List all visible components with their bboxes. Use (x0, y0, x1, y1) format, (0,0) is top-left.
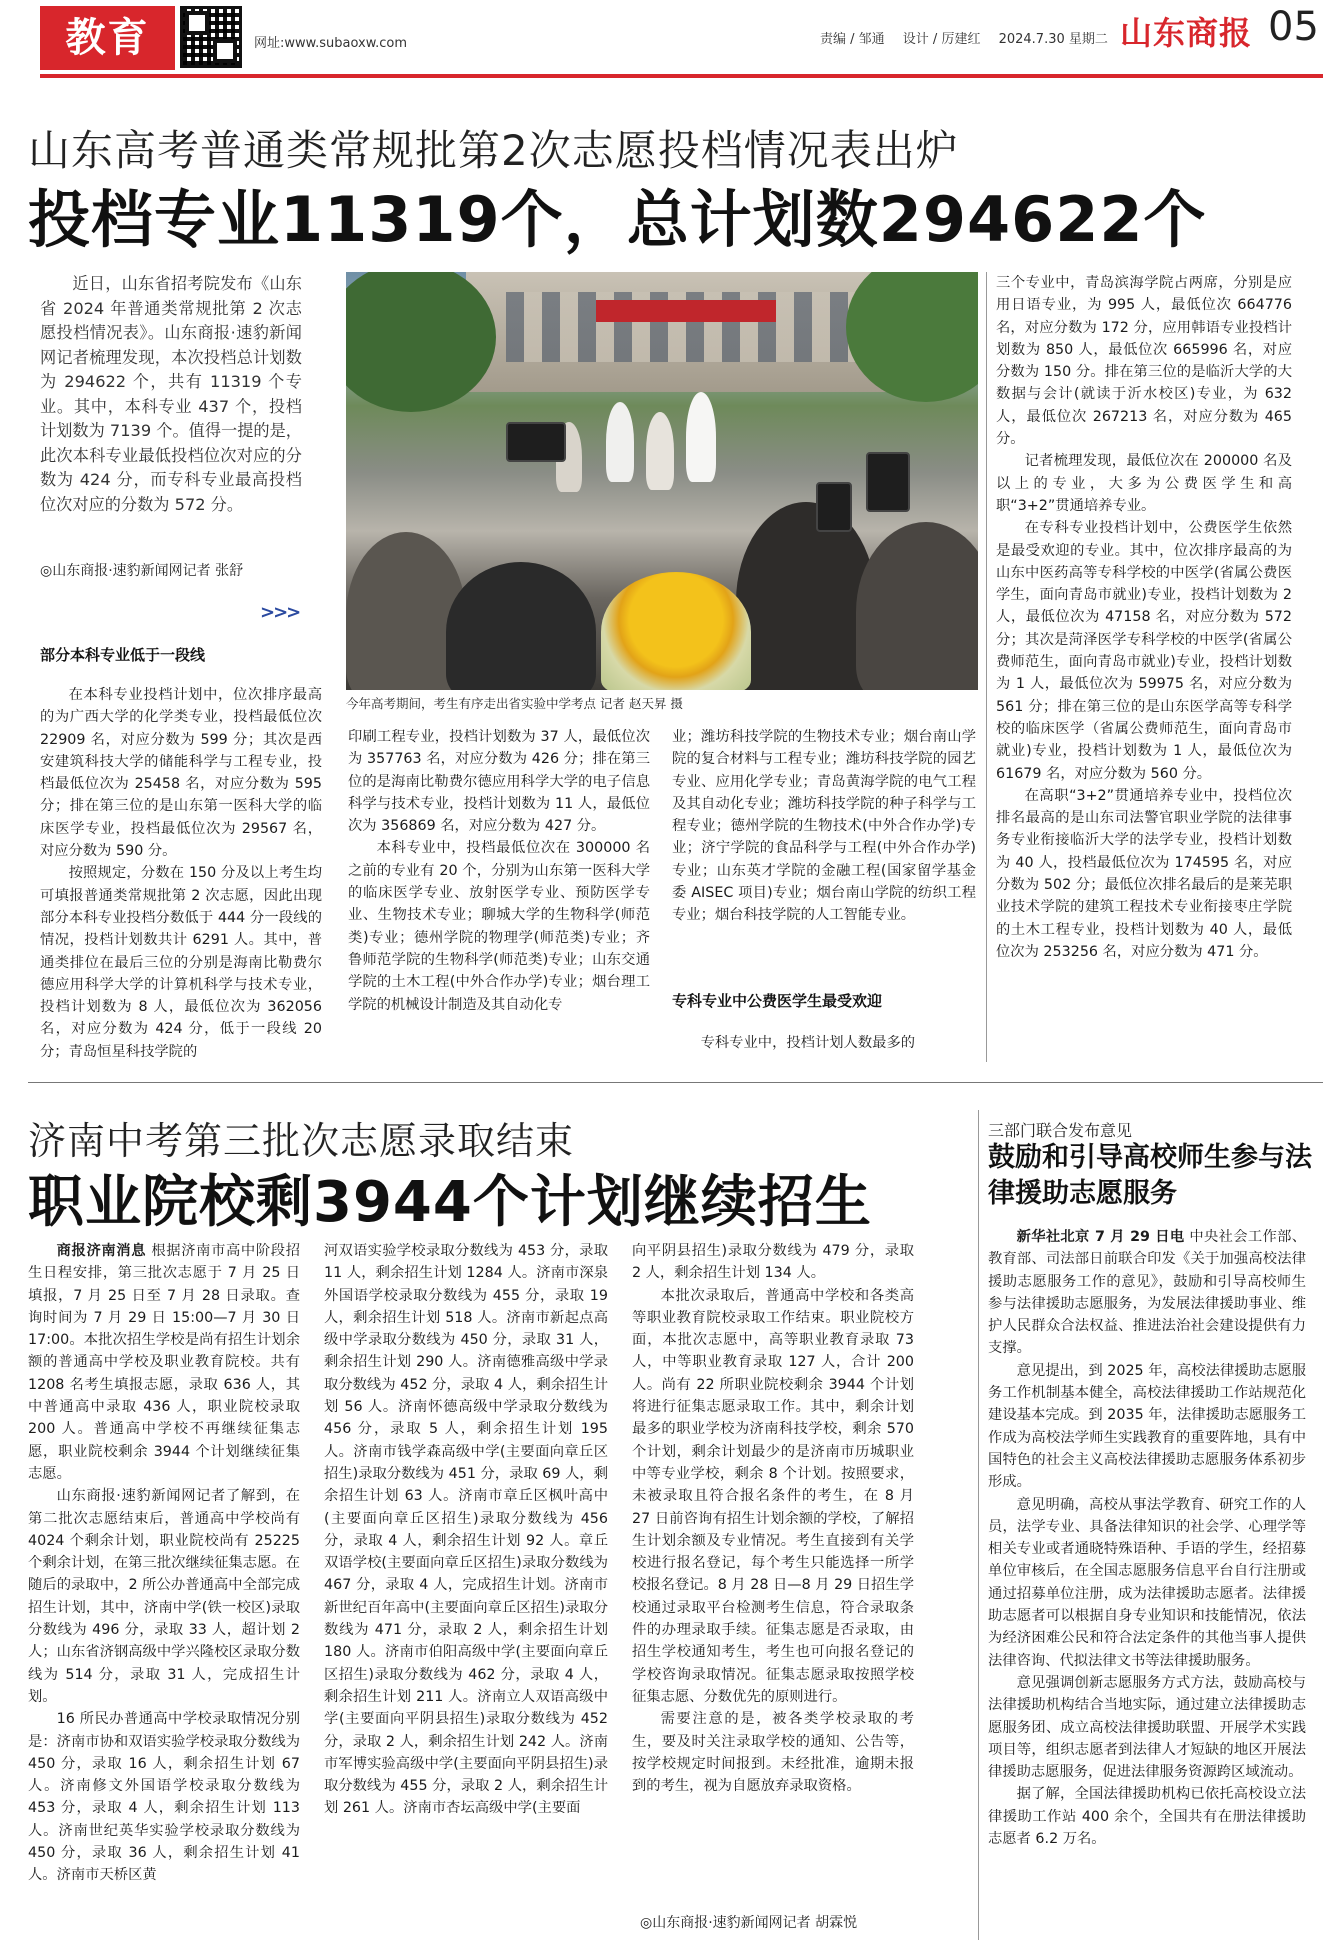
photo-person (646, 412, 674, 490)
article2-col3 (632, 1240, 914, 1900)
article1-col3-tail (672, 1032, 976, 1060)
article2-col1 (28, 1240, 300, 1940)
article2-byline: ◎山东商报·速豹新闻网记者 胡霖悦 (640, 1915, 858, 1931)
paragraph: 山东商报·速豹新闻网记者了解到，在第二批次志愿结束后，普通高中学校尚有 4024 个剩余计划，职业院校尚有 25225 个剩余计划，在第三批次继续征集志愿。在随后的录取中，2 所公办普通高中全部完成招生计划，其中，济南中学(铁一校区)录取分数线为 496 分，录取 33 人，超计划 2 人；山东省济钢高级中学兴隆校区录取分数线为 514 分，录取 31 人，完成招生计划。 (28, 1488, 300, 1705)
photo-banner (596, 300, 776, 322)
article2-kicker: 济南中考第三批次志愿录取结束 (28, 1119, 575, 1163)
photo-caption: 今年高考期间，考生有序走出省实验中学考点 记者 赵天昇 摄 (346, 696, 683, 711)
paragraph: 三个专业中，青岛滨海学院占两席，分别是应用日语专业，为 995 人，最低位次 664776 名，对应分数为 172 分，应用韩语专业投档计划数为 850 人，最低位次 665996 名，对应分数为 150 分。排在第三位的是临沂大学的大数据与会计(就读于沂水校区)专业，为 632 人，最低位次 267213 名，对应分数为 465 分。 (996, 275, 1292, 448)
paragraph: 在本科专业投档计划中，位次排序最高的为广西大学的化学类专业，投档最低位次 22909 名，对应分数为 599 分；其次是西安建筑科技大学的储能科学与工程专业，投档最低位次为 25458 名，对应分数为 595 分；排在第三位的是山东第一医科大学的临床医学专业，投档最低位次为 29567 名，对应分数为 590 分。 (40, 687, 322, 860)
section-tag: 教育 (40, 6, 175, 70)
column-divider (986, 272, 987, 1062)
phone-icon (816, 482, 852, 532)
paragraph: 需要注意的是，被各类学校录取的考生，要及时关注录取学校的通知、公告等，按学校规定时间报到。未经批准，逾期未报到的考生，视为自愿放弃录取资格。 (632, 1711, 914, 1795)
paragraph-text: 根据济南市高中阶段招生日程安排，第三批次志愿于 7 月 25 日填报，7 月 25 日至 7 月 28 日录取。查询时间为 7 月 29 日 15:00—7 月 30 日 17:00。本批次招生学校是尚有招生计划余额的普通高中学校及职业教育院校。共有 1208 名考生填报志愿，录取 636 人，其中普通高中录取 436 人，职业院校录取 200 人。普通高中学校不再继续征集志愿，职业院校剩余 3944 个计划继续征集志愿。 (28, 1243, 300, 1482)
photo-person (686, 392, 716, 482)
dateline: 商报济南消息 (56, 1243, 147, 1259)
paragraph (28, 1240, 300, 1485)
paragraph: 在高职“3+2”贯通培养专业中，投档位次排名最高的是山东司法警官职业学院的法律事务专业衔接临沂大学的法学专业，投档计划数为 40 人，投档最低位次为 174595 名，对应分数为 502 分；最低位次排名最后的是莱芜职业技术学院的建筑工程技术专业衔接枣庄学院的土木工程专业，投档计划数为 40 人，最低位次为 253256 名，对应分数为 471 分。 (996, 787, 1292, 960)
article2-col2 (324, 1240, 608, 1940)
photo-person (606, 402, 634, 482)
paragraph: 印刷工程专业，投档计划数为 37 人，最低位次为 357763 名，对应分数为 426 分；排在第三位的是海南比勒费尔德应用科学大学的电子信息科学与技术专业，投档计划数为 11 人，最低位次为 356869 名，对应分数为 427 分。 (348, 729, 650, 835)
editor: 责编 / 邹通 (820, 32, 885, 47)
issue-date: 2024.7.30 星期二 (998, 32, 1108, 47)
phone-icon (866, 452, 910, 512)
page-number: 05 (1268, 4, 1319, 50)
paragraph: 据了解，全国法律援助机构已依托高校设立法律援助工作站 400 余个，全国共有在册法律援助志愿者 6.2 万名。 (988, 1786, 1306, 1848)
paragraph: 按照规定，分数在 150 分及以上考生均可填报普通类常规批第 2 次志愿，因此出现部分本科专业投档分数低于 444 分一段线的情况，投档计划数共计 6291 人。其中，普通类排位在最后三位的分别是海南比勒费尔德应用科学大学的计算机科学与技术专业，投档计划数为 8 人，最低位次为 362056 名，对应分数为 424 分，低于一段线 20 分；青岛恒星科技学院的 (40, 865, 322, 1060)
section-divider (28, 1082, 1323, 1083)
more-arrows-icon: >>> (260, 602, 300, 623)
paragraph: 向平阴县招生)录取分数线为 479 分，录取 2 人，剩余招生计划 134 人。 (632, 1243, 914, 1282)
qr-code-icon (180, 6, 242, 68)
article3-kicker: 三部门联合发布意见 (988, 1121, 1133, 1140)
article3-body (988, 1226, 1306, 1940)
masthead-meta (820, 28, 1122, 47)
newspaper-brand: 山东商报 (1120, 14, 1253, 52)
paragraph: 意见明确，高校从事法学教育、研究工作的人员，法学专业、具备法律知识的社会学、心理学等相关专业或者通晓特殊语种、手语的学生，经招募单位审核后，在全国志愿服务信息平台自行注册或通过招募单位注册，成为法律援助志愿者。法律援助志愿者可以根据自身专业知识和技能情况，依法为经济困难公民和符合法定条件的其他当事人提供法律咨询、代拟法律文书等法律援助服务。 (988, 1496, 1306, 1669)
article1-kicker: 山东高考普通类常规批第2次志愿投档情况表出炉 (28, 126, 959, 175)
masthead-rule (40, 74, 1323, 78)
article1-intro (40, 272, 302, 517)
article1-col4 (996, 272, 1292, 1062)
article3-headline: 鼓励和引导高校师生参与法律援助志愿服务 (988, 1142, 1312, 1209)
paragraph: 本科专业中，投档最低位次在 300000 名之前的专业有 20 个，分别为山东第一医科大学的临床医学专业、放射医学专业、预防医学专业、生物技术专业；聊城大学的生物科学(师范类)专业；德州学院的物理学(师范类)专业；齐鲁师范学院的生物科学(师范类)专业；山东交通学院的土木工程(中外合作办学)专业；烟台理工学院的机械设计制造及其自动化专 (348, 840, 650, 1013)
paragraph: 河双语实验学校录取分数线为 453 分，录取 11 人，剩余招生计划 1284 人。济南市深泉外国语学校录取分数线为 455 分，录取 19 人，剩余招生计划 518 人。济南市新起点高级中学录取分数线为 450 分，录取 31 人，剩余招生计划 290 人。济南德雅高级中学录取分数线为 452 分，录取 4 人，剩余招生计划 56 人。济南怀德高级中学录取分数线为 456 分，录取 5 人，剩余招生计划 195 人。济南市钱学森高级中学(主要面向章丘区招生)录取分数线为 451 分，录取 69 人，剩余招生计划 63 人。济南市章丘区枫叶高中(主要面向章丘区招生)录取分数线为 456 分，录取 4 人，剩余招生计划 92 人。章丘双语学校(主要面向章丘区招生)录取分数线为 467 分，录取 4 人，完成招生计划。济南市新世纪百年高中(主要面向章丘区招生)录取分数线为 471 分，录取 2 人，剩余招生计划 180 人。济南市伯阳高级中学(主要面向章丘区招生)录取分数线为 462 分，录取 4 人，剩余招生计划 211 人。济南立人双语高级中学(主要面向平阴县招生)录取分数线为 452 分，录取 2 人，剩余招生计划 242 人。济南市军博实验高级中学(主要面向平阴县招生)录取分数线为 455 分，录取 2 人，剩余招生计划 261 人。济南市杏坛高级中学(主要面 (324, 1243, 608, 1817)
article1-headline: 投档专业11319个，总计划数294622个 (28, 183, 1207, 256)
camera-icon (506, 422, 566, 462)
article1-col1 (40, 684, 322, 1062)
paragraph: 16 所民办普通高中学校录取情况分别是：济南市协和双语实验学校录取分数线为 450 分，录取 16 人，剩余招生计划 67 人。济南修文外国语学校录取分数线为 453 分，录取 4 人，剩余招生计划 113 人。济南世纪英华实验学校录取分数线为 450 分，录取 36 人，剩余招生计划 41 人。济南市天桥区黄 (28, 1711, 300, 1884)
photo-person (736, 502, 876, 690)
paragraph: 在专科专业投档计划中，公费医学生依然是最受欢迎的专业。其中，位次排序最高的为山东中医药高等专科学校的中医学(省属公费医学生，面向青岛市就业)专业，投档计划数为 2 人，最低位次为 47158 名，对应分数为 572 分；其次是菏泽医学专科学校的中医学(省属公费师范生，面向青岛市就业)专业，投档计划数为 1 人，最低位次为 59975 名，对应分数为 561 分；排在第三位的是山东医学高等专科学校的临床医学（省属公费师范生，面向青岛市就业)专业，投档计划数为 1 人，最低位次为 61679 名，对应分数为 560 分。 (996, 520, 1292, 782)
article1-subhead-vocational: 专科专业中公费医学生最受欢迎 (672, 992, 883, 1010)
article2-headline: 职业院校剩3944个计划继续招生 (28, 1170, 872, 1235)
dateline: 新华社北京 7 月 29 日电 (1016, 1229, 1185, 1245)
article1-byline: ◎山东商报·速豹新闻网记者 张舒 (40, 563, 244, 579)
photo-building (466, 272, 906, 392)
paragraph: 意见强调创新志愿服务方式方法，鼓励高校与法律援助机构结合当地实际，通过建立法律援助志愿服务团、成立高校法律援助联盟、开展学术实践项目等，组织志愿者到法律人才短缺的地区开展法律援助志愿服务，促进法律服务资源跨区域流动。 (988, 1674, 1306, 1781)
paragraph (988, 1226, 1306, 1360)
paragraph-text: 中央社会工作部、教育部、司法部日前联合印发《关于加强高校法律援助志愿服务工作的意见》，鼓励和引导高校师生参与法律援助志愿服务，为发展法律援助事业、维护人民群众合法权益、推进法治社会建设提供有力支撑。 (988, 1229, 1306, 1357)
masthead (0, 0, 1323, 78)
paragraph: 意见提出，到 2025 年，高校法律援助志愿服务工作机制基本健全，高校法律援助工作站规范化建设基本完成。到 2035 年，法律援助志愿服务工作成为高校法学师生实践教育的重要阵地，具有中国特色的社会主义高校法律援助志愿服务体系初步形成。 (988, 1362, 1306, 1491)
photo-flower-bouquet (601, 572, 751, 690)
article1-col3 (672, 726, 976, 972)
paragraph: 记者梳理发现，最低位次在 200000 名及以上的专业，大多为公费医学生和高职“3+2”贯通培养专业。 (996, 453, 1292, 514)
photo-person (856, 522, 978, 690)
exam-photo (346, 272, 978, 690)
paragraph: 本批次录取后，普通高中学校和各类高等职业教育院校录取工作结束。职业院校方面，本批次志愿中，高等职业教育录取 73 人，中等职业教育录取 127 人，合计 200 人。尚有 22 所职业院校剩余 3944 个计划将进行征集志愿录取工作。其中，剩余计划最多的职业学校为济南科技学校，剩余 570 个计划，剩余计划最少的是济南市历城职业中等专业学校，剩余 8 个计划。按照要求，未被录取且符合报名条件的考生，在 8 月 27 日前咨询有招生计划余额的学校，了解招生计划余额及专业情况。考生直接到有关学校进行报名登记，每个考生只能选择一所学校报名登记。8 月 28 日—8 月 29 日招生学校通过录取平台检测考生信息，符合录取条件的办理录取手续。征集志愿是否录取，由招生学校通知考生，考生也可向报名登记的学校咨询录取情况。征集志愿录取按照学校征集志愿、分数优先的原则进行。 (632, 1287, 914, 1705)
article1-col2 (348, 726, 650, 1062)
paragraph: 专科专业中，投档计划人数最多的 (700, 1035, 916, 1051)
article1-subhead-undergrad: 部分本科专业低于一段线 (40, 646, 206, 664)
photo-person (446, 562, 596, 690)
column-divider (978, 1110, 979, 1940)
paragraph: 业；潍坊科技学院的生物技术专业；烟台南山学院的复合材料与工程专业；潍坊科技学院的园艺专业、应用化学专业；青岛黄海学院的电气工程及其自动化专业；潍坊科技学院的种子科学与工程专业；德州学院的生物技术(中外合作办学)专业；济宁学院的食品科学与工程(中外合作办学)专业；山东英才学院的金融工程(国家留学基金委 AISEC 项目)专业；烟台南山学院的纺织工程专业；烟台科技学院的人工智能专业。 (672, 729, 976, 924)
website: 网址:www.subaoxw.com (254, 36, 408, 51)
designer: 设计 / 厉建红 (902, 32, 981, 47)
intro-paragraph: 近日，山东省招考院发布《山东省 2024 年普通类常规批第 2 次志愿投档情况表》。山东商报·速豹新闻网记者梳理发现，本次投档总计划数为 294622 个，共有 11319 个专业。其中，本科专业 437 个，投档计划数为 7139 个。值得一提的是，此次本科专业最低投档位次对应的分数为 424 分，而专科专业最高投档位次对应的分数为 572 分。 (40, 274, 302, 514)
